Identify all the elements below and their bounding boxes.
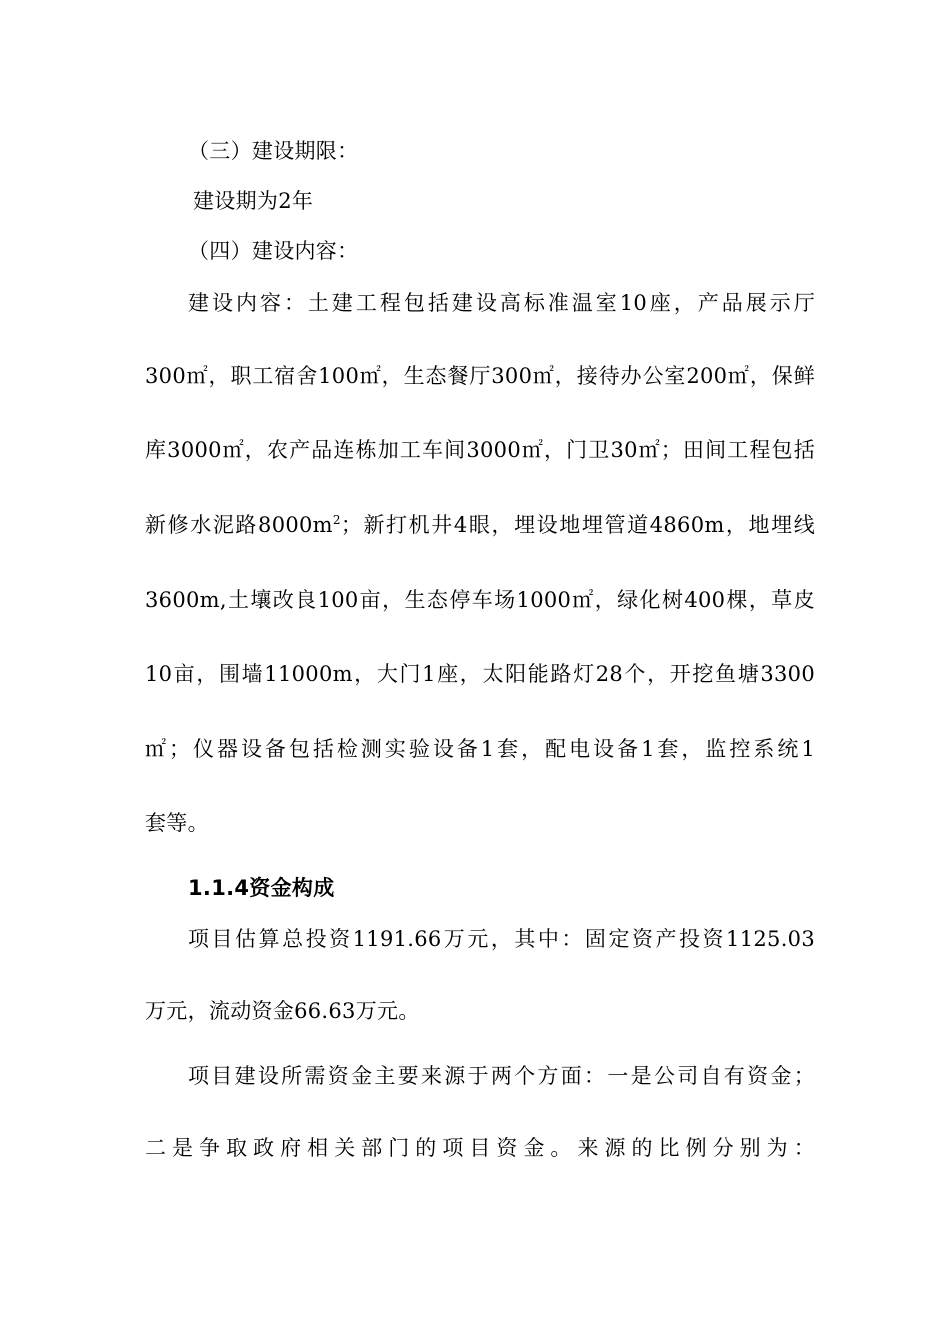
content-line-3: 库3000㎡，农产品连栋加工车间3000㎡，门卫30㎡；田间工程包括 — [145, 438, 815, 462]
content-line-4 — [145, 510, 815, 540]
content-line-8: 套等。 — [145, 811, 209, 835]
section-3-text: 建设期为2年 — [193, 189, 314, 213]
section-1-1-4-heading: 1.1.4资金构成 — [188, 876, 335, 900]
content-line-4-prefix: 新修水泥路8000m — [145, 513, 333, 537]
content-line-7: ㎡；仪器设备包括检测实验设备1套，配电设备1套，监控系统1 — [145, 737, 815, 761]
content-line-5: 3600m,土壤改良100亩，生态停车场1000㎡，绿化树400棵，草皮 — [145, 588, 815, 612]
content-line-1: 建设内容：土建工程包括建设高标准温室10座，产品展示厅 — [188, 291, 815, 315]
superscript-2: 2 — [332, 513, 341, 527]
content-line-4-suffix: ；新打机井4眼，埋设地埋管道4860m，地埋线 — [340, 513, 815, 537]
funding-line-1: 项目估算总投资1191.66万元，其中：固定资产投资1125.03 — [188, 927, 815, 951]
funding-line-2: 万元，流动资金66.63万元。 — [145, 999, 420, 1023]
content-line-2: 300㎡，职工宿舍100㎡，生态餐厅300㎡，接待办公室200㎡，保鲜 — [145, 364, 815, 388]
section-4-heading: （四）建设内容： — [188, 239, 359, 263]
funding-line-3: 项目建设所需资金主要来源于两个方面：一是公司自有资金； — [188, 1064, 815, 1088]
content-line-6: 10亩，围墙11000m，大门1座，太阳能路灯28个，开挖鱼塘3300 — [145, 662, 815, 686]
section-3-heading: （三）建设期限： — [188, 139, 359, 163]
funding-line-4: 二是争取政府相关部门的项目资金。来源的比例分别为： — [145, 1136, 815, 1160]
